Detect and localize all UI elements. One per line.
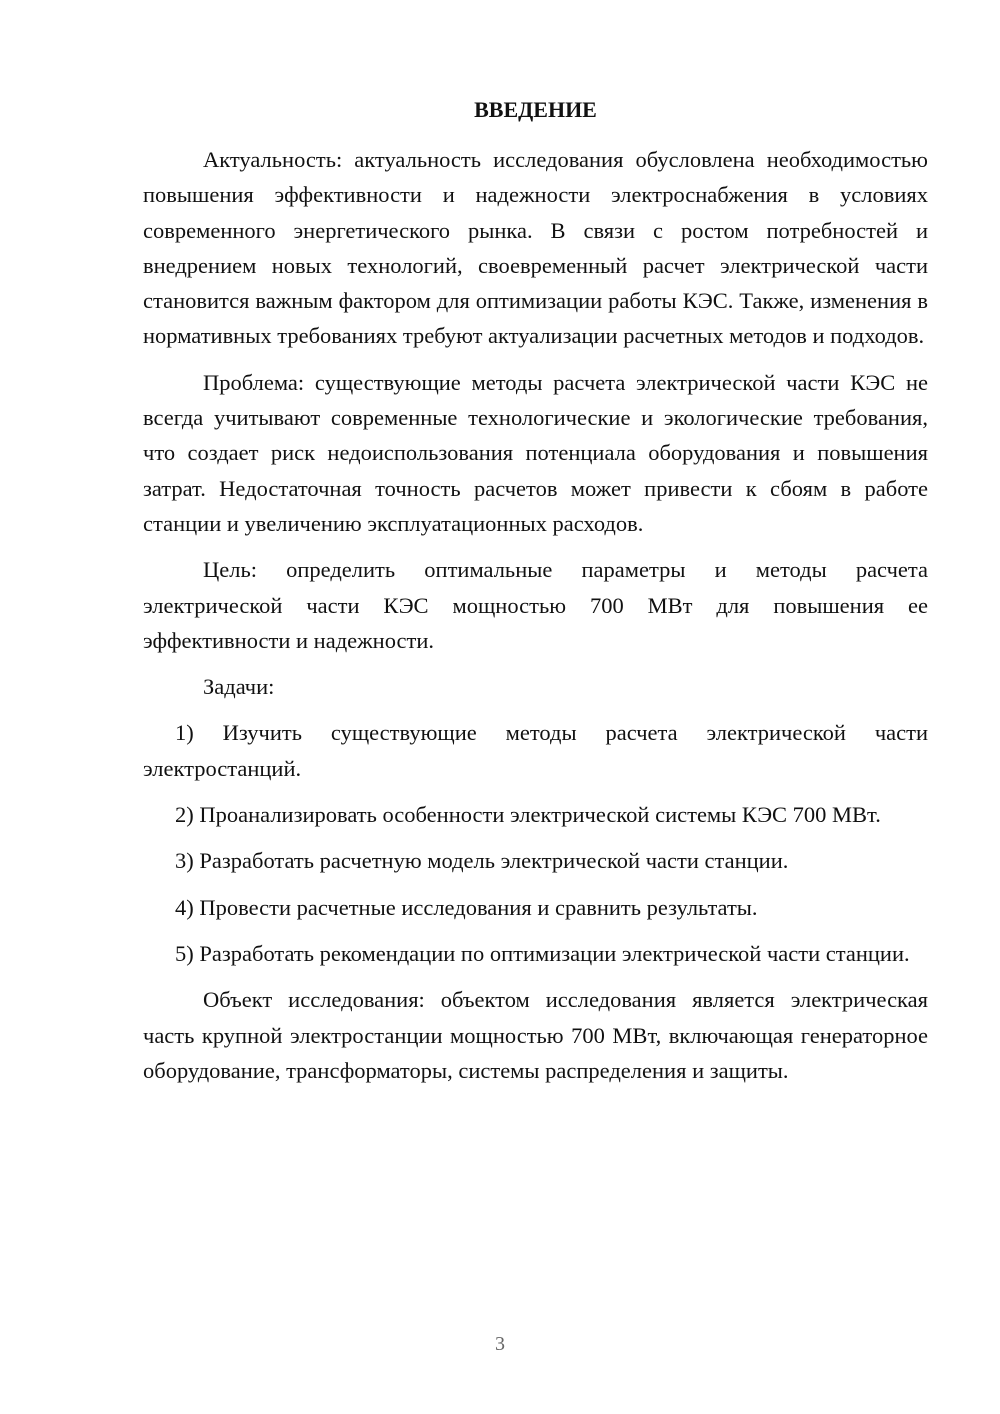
relevance-paragraph: Актуальность: актуальность исследования обусловлена необходимостью повышения эффективности и надежности электроснабжения в условиях современного энергетического рынка. В связи с ростом потребностей и внедрением новых технологий, своевременный расчет электрической части становится важным фактором для оптимизации работы КЭС. Также, изменения в нормативных требованиях требуют актуализации расчетных методов и подходов. — [143, 147, 928, 349]
task-item: 5) Разработать рекомендации по оптимизации электрической части станции. — [175, 940, 910, 966]
tasks-heading: Задачи: — [203, 674, 275, 700]
page-number: 3 — [495, 1333, 505, 1355]
task-item: 2) Проанализировать особенности электрической системы КЭС 700 МВт. — [175, 802, 881, 828]
task-item: 1) Изучить существующие методы расчета электрической части электростанций. — [143, 720, 928, 781]
section-title: ВВЕДЕНИЕ — [474, 97, 597, 122]
goal-paragraph: Цель: определить оптимальные параметры и методы расчета электрической части КЭС мощностью 700 МВт для повышения ее эффективности и надежности. — [143, 557, 928, 653]
task-item: 3) Разработать расчетную модель электрической части станции. — [175, 848, 789, 874]
task-item: 4) Провести расчетные исследования и сравнить результаты. — [175, 894, 758, 920]
page-content — [143, 92, 928, 1099]
object-paragraph: Объект исследования: объектом исследования является электрическая часть крупной электростанции мощностью 700 МВт, включающая генераторное оборудование, трансформаторы, системы распределения и защиты. — [143, 987, 928, 1083]
problem-paragraph: Проблема: существующие методы расчета электрической части КЭС не всегда учитывают современные технологические и экологические требования, что создает риск недоиспользования потенциала оборудования и повышения затрат. Недостаточная точность расчетов может привести к сбоям в работе станции и увеличению эксплуатационных расходов. — [143, 369, 928, 536]
